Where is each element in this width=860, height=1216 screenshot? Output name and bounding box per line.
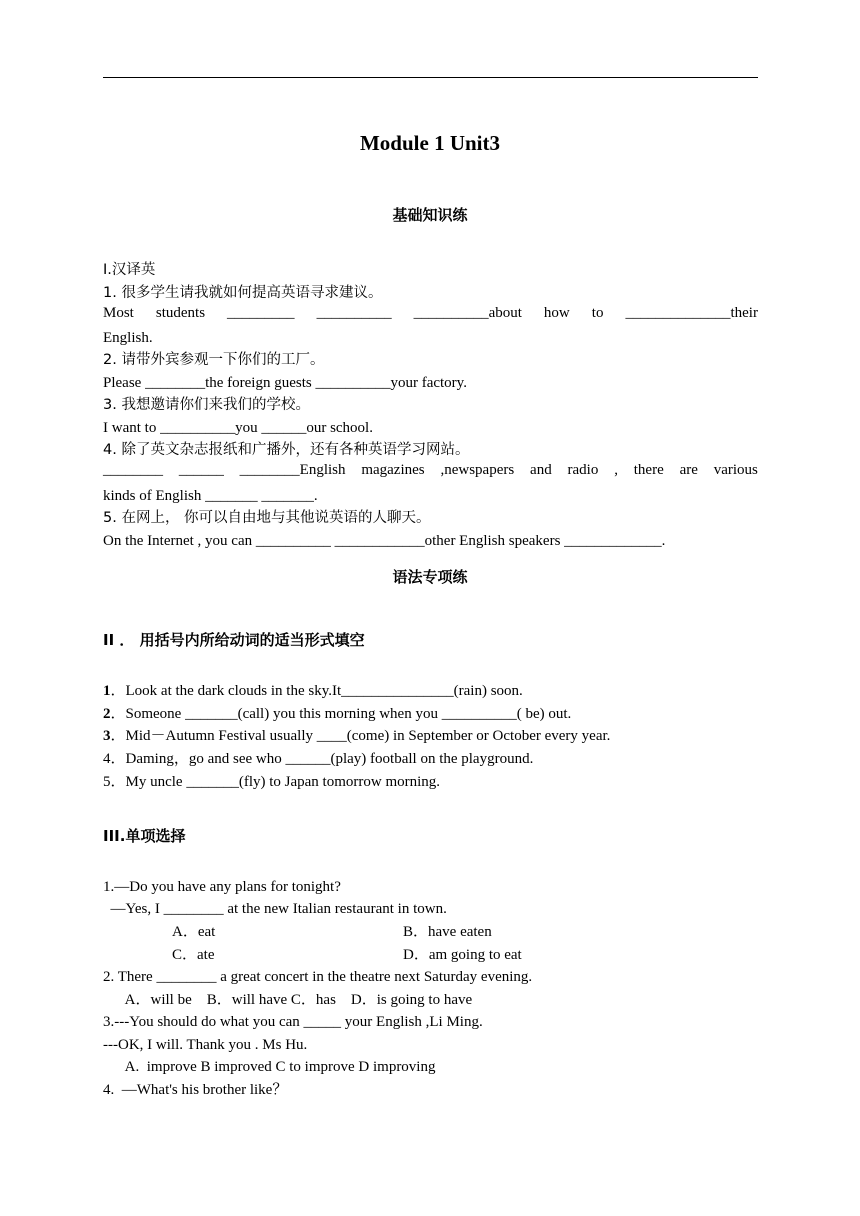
p1-q4-en bbox=[103, 462, 758, 479]
page-title: Module 1 Unit3 bbox=[359, 131, 500, 155]
word: how bbox=[543, 305, 570, 321]
q-number: 5 bbox=[103, 774, 111, 790]
blank: ________ bbox=[103, 462, 163, 478]
word: students bbox=[155, 305, 206, 321]
p2-q4 bbox=[103, 748, 533, 770]
word: ________English bbox=[239, 462, 346, 478]
q-text: (play) football on the playground. bbox=[330, 751, 534, 767]
section-title-grammar: 语法专项练 bbox=[392, 568, 468, 586]
p3-line: 2. There ________ a great concert in the theatre next Saturday evening. bbox=[103, 969, 533, 985]
p1-q5-en: On the Internet , you can __________ ____________other English speakers _____________. bbox=[103, 533, 666, 549]
q-text: (call) you this morning when you bbox=[237, 706, 442, 722]
p1-q2-cn: 2. 请带外宾参观一下你们的工厂。 bbox=[103, 352, 325, 368]
p1-q4-en-cont: kinds of English _______ _______. bbox=[103, 488, 318, 504]
header-rule bbox=[103, 77, 758, 78]
word: there bbox=[633, 462, 664, 478]
p1-q1-cn: 1. 很多学生请我就如何提高英语寻求建议。 bbox=[103, 285, 383, 301]
p3-line: 1.—Do you have any plans for tonight? bbox=[103, 879, 341, 895]
word: various bbox=[713, 462, 758, 478]
blank: ______ bbox=[178, 462, 224, 478]
blank: __________ bbox=[441, 706, 517, 722]
p1-q3-en: I want to __________you ______our school. bbox=[103, 420, 373, 436]
p3-line: ---OK, I will. Thank you . Ms Hu. bbox=[103, 1037, 308, 1053]
p3-line: A. improve B improved C to improve D improving bbox=[103, 1059, 436, 1075]
blank: ____ bbox=[316, 728, 347, 744]
p2-q3 bbox=[103, 725, 610, 747]
p2-q5 bbox=[103, 771, 440, 793]
word: , bbox=[614, 462, 618, 478]
q-number: 3 bbox=[103, 728, 111, 744]
part2-heading: II ． 用括号内所给动词的适当形式填空 bbox=[103, 631, 365, 649]
p3-line: —Yes, I ________ at the new Italian restaurant in town. bbox=[103, 901, 447, 917]
option-a: A．eat bbox=[172, 924, 216, 940]
word: magazines bbox=[361, 462, 425, 478]
blank: __________ bbox=[316, 305, 392, 321]
q-text: ．Look at the dark clouds in the sky.It bbox=[110, 683, 342, 699]
p1-q1-en bbox=[103, 305, 758, 322]
q-text: ．Daming，go and see who bbox=[110, 751, 286, 767]
word: radio bbox=[567, 462, 599, 478]
p2-q2 bbox=[103, 703, 571, 725]
word: are bbox=[679, 462, 698, 478]
blank: _______________ bbox=[341, 683, 454, 699]
word: Most bbox=[103, 305, 134, 321]
p3-line: A．will be B．will have C．has D．is going to have bbox=[103, 992, 473, 1008]
word: ______________their bbox=[625, 305, 758, 321]
p1-q2-en: Please ________the foreign guests __________your factory. bbox=[103, 375, 467, 391]
q-number: 4 bbox=[103, 751, 111, 767]
p1-q4-cn: 4. 除了英文杂志报纸和广播外，还有各种英语学习网站。 bbox=[103, 442, 470, 458]
p1-q1-en-cont: English. bbox=[103, 330, 153, 346]
q-number: 2 bbox=[103, 706, 111, 722]
q-text: ．My uncle bbox=[110, 774, 187, 790]
part3-heading: III.单项选择 bbox=[103, 827, 186, 845]
q-text: (come) in September or October every year. bbox=[346, 728, 611, 744]
p3-line: 3.---You should do what you can _____ your English ,Li Ming. bbox=[103, 1014, 483, 1030]
word: and bbox=[530, 462, 552, 478]
p1-q5-cn: 5. 在网上， 你可以自由地与其他说英语的人聊天。 bbox=[103, 510, 431, 526]
word: __________about bbox=[413, 305, 522, 321]
p3-line: 4. —What's his brother like？ bbox=[103, 1082, 288, 1098]
q-text: ．Someone bbox=[110, 706, 186, 722]
option-b: B．have eaten bbox=[403, 924, 492, 940]
section-title-basic: 基础知识练 bbox=[392, 206, 468, 224]
option-d: D．am going to eat bbox=[403, 947, 522, 963]
q-number: 1 bbox=[103, 683, 111, 699]
p2-q1 bbox=[103, 680, 523, 702]
blank: ______ bbox=[285, 751, 331, 767]
part1-heading: Ⅰ.汉译英 bbox=[103, 262, 156, 278]
option-c: C．ate bbox=[172, 947, 215, 963]
q-text: ．Mid－Autumn Festival usually bbox=[110, 728, 317, 744]
q-text: (rain) soon. bbox=[453, 683, 523, 699]
q-text: ( be) out. bbox=[516, 706, 572, 722]
word: to bbox=[591, 305, 604, 321]
p1-q3-cn: 3. 我想邀请你们来我们的学校。 bbox=[103, 397, 310, 413]
word: ,newspapers bbox=[440, 462, 515, 478]
blank: _________ bbox=[227, 305, 295, 321]
blank: _______ bbox=[185, 706, 238, 722]
q-text: (fly) to Japan tomorrow morning. bbox=[238, 774, 441, 790]
blank: _______ bbox=[186, 774, 239, 790]
